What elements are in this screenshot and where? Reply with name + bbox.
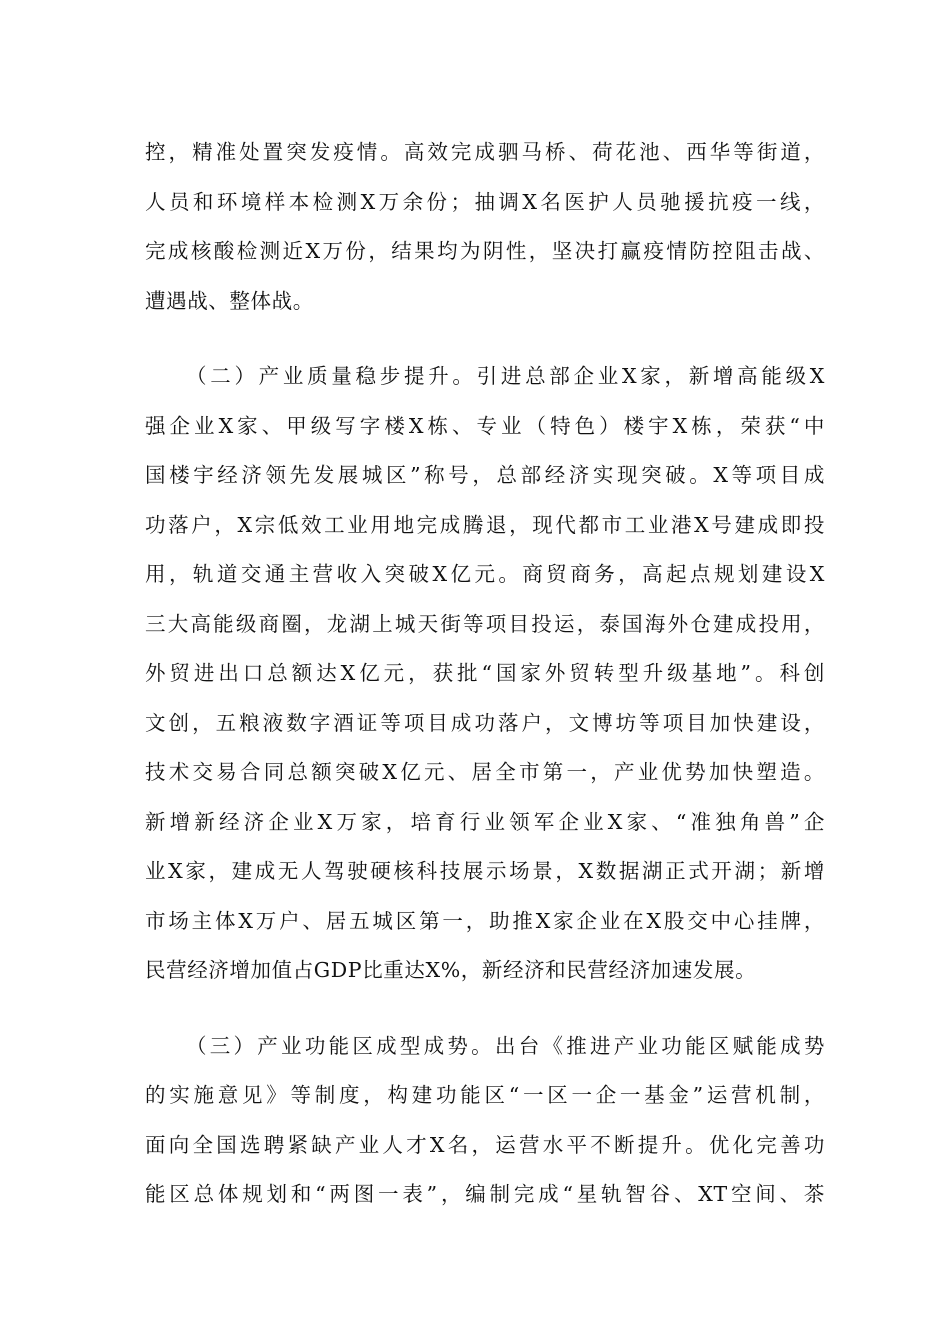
text-line: 遭遇战、整体战。 [145,288,314,313]
paragraph-industry-quality [145,352,825,996]
text-line: 市场主体X万户、居五城区第一，助推X家企业在X股交中心挂牌， [145,908,825,933]
text-line: 民营经济增加值占GDP比重达X%，新经济和民营经济加速发展。 [145,958,757,982]
document-body [145,128,825,1220]
text-line: 人员和环境样本检测X万余份；抽调X名医护人员驰援抗疫一线， [145,189,825,214]
text-line: 文创，五粮液数字酒证等项目成功落户，文博坊等项目加快建设， [145,710,825,735]
text-line: 新增新经济企业X万家，培育行业领军企业X家、“准独角兽”企 [145,809,825,834]
text-line: 外贸进出口总额达X亿元，获批“国家外贸转型升级基地”。科创 [145,661,825,685]
text-line: 的实施意见》等制度，构建功能区“一区一企一基金”运营机制， [145,1083,825,1107]
text-line: 业X家，建成无人驾驶硬核科技展示场景，X数据湖正式开湖；新增 [145,859,825,883]
paragraph-spacer [145,326,825,352]
text-line: 完成核酸检测近X万份，结果均为阴性，坚决打赢疫情防控阻击战、 [145,239,825,263]
text-line: 能区总体规划和“两图一表”，编制完成“星轨智谷、XT空间、茶 [145,1182,825,1206]
paragraph-epidemic-control [145,128,825,326]
text-line: 技术交易合同总额突破X亿元、居全市第一，产业优势加快塑造。 [145,760,825,784]
text-line: 控，精准处置突发疫情。高效完成驷马桥、荷花池、西华等街道， [145,140,825,164]
text-line: 用，轨道交通主营收入突破X亿元。商贸商务，高起点规划建设X [145,562,825,586]
paragraph-spacer [145,996,825,1022]
text-line-indented: （三）产业功能区成型成势。出台《推进产业功能区赋能成势 [186,1033,825,1058]
text-line: 强企业X家、甲级写字楼X栋、专业（特色）楼宇X栋，荣获“中 [145,413,825,438]
paragraph-functional-zones [145,1022,825,1220]
text-line: 功落户，X宗低效工业用地完成腾退，现代都市工业港X号建成即投 [145,512,825,537]
text-line: 三大高能级商圈，龙湖上城天街等项目投运，泰国海外仓建成投用， [145,611,825,636]
text-line: 面向全国选聘紧缺产业人才X名，运营水平不断提升。优化完善功 [145,1132,825,1157]
text-line: 国楼宇经济领先发展城区”称号，总部经济实现突破。X等项目成 [145,463,825,487]
text-line-indented: （二）产业质量稳步提升。引进总部企业X家，新增高能级X [186,364,825,388]
